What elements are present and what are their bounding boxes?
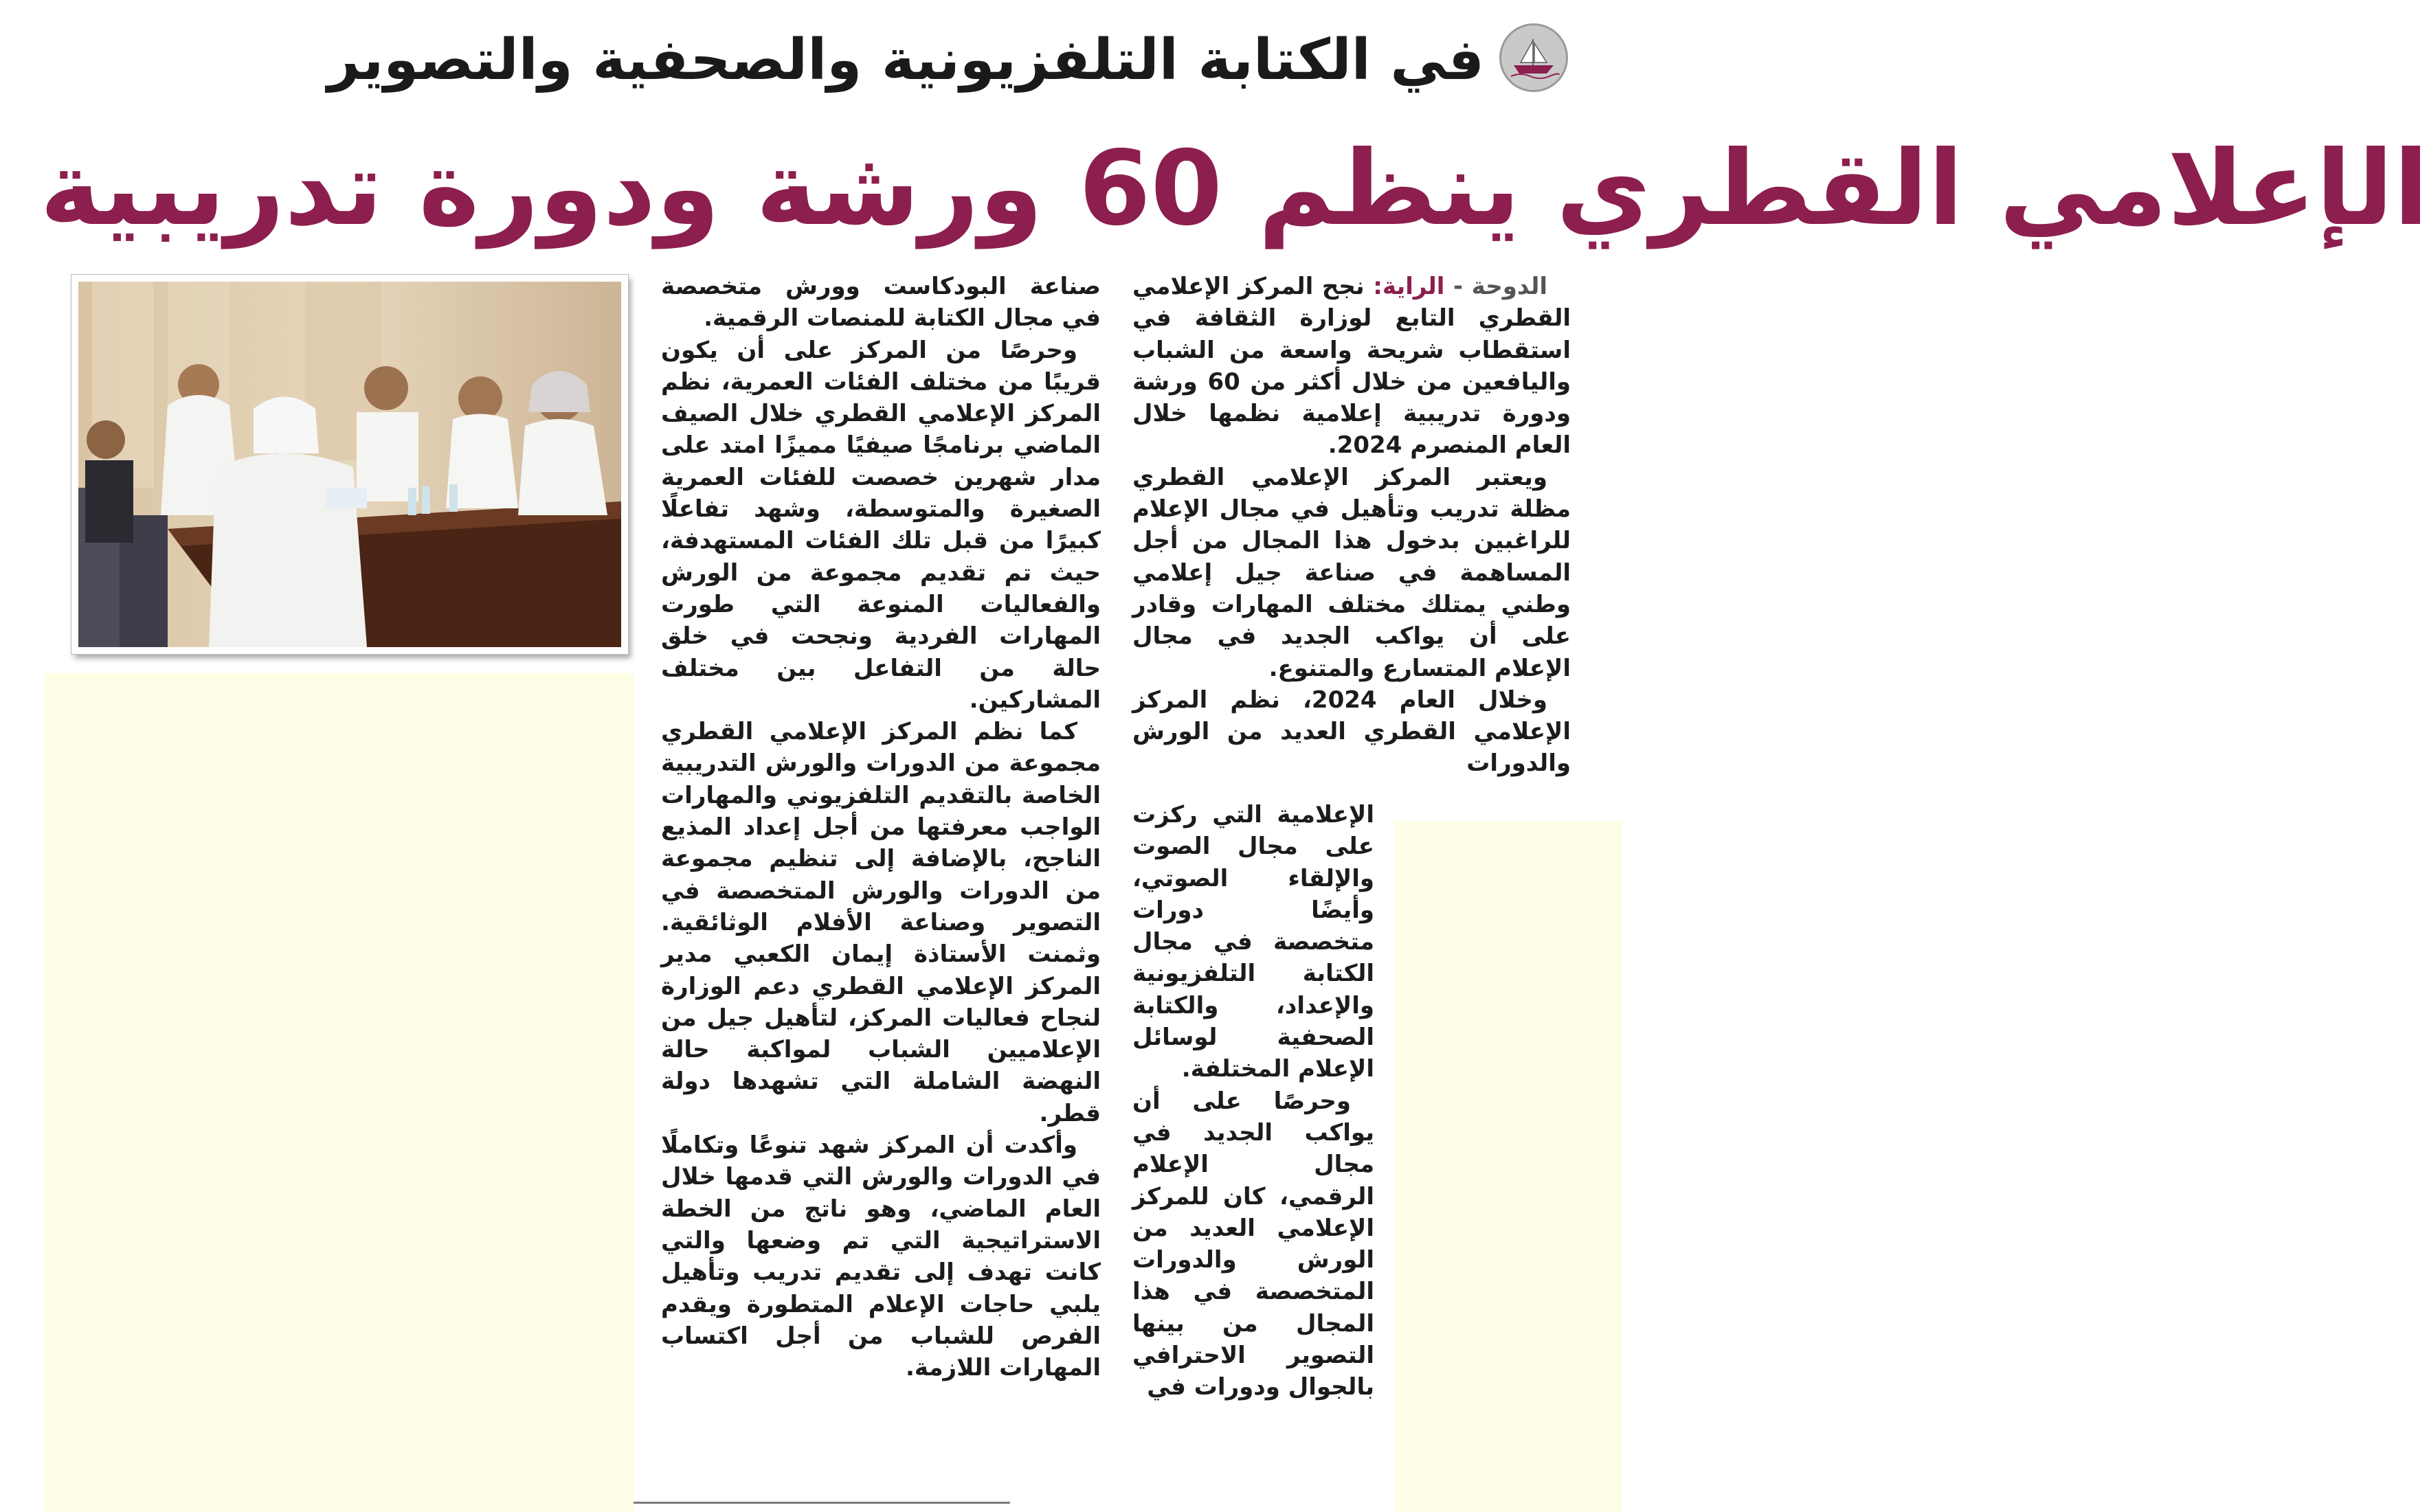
page-tint-left bbox=[44, 673, 634, 1512]
bottom-rule bbox=[634, 1502, 1010, 1504]
source-label: الراية: bbox=[1373, 273, 1445, 300]
article-column-middle bbox=[661, 271, 1101, 1384]
article-column-right-narrow bbox=[1132, 799, 1374, 1403]
paragraph: كما نظم المركز الإعلامي القطري مجموعة من الدورات والورش التدريبية الخاصة بالتقديم التلفزيوني والمهارات الواجب معرفتها من أجل إعداد المذيع الناجح، بالإضافة إلى تنظيم مجموعة من الدورات والورش المتخصصة في التصوير وصناعة الأفلام الوثائقية. وثمنت الأستاذة إيمان الكعبي مدير المركز الإعلامي القطري دعم الوزارة لنجاح فعاليات المركز، لتأهيل جيل من الإعلاميين الشباب لمواكبة حالة النهضة الشاملة التي تشهدها دولة قطر. bbox=[661, 718, 1101, 1127]
intro-body: نجح المركز الإعلامي القطري التابع لوزارة الثقافة في استقطاب شريحة واسعة من الشباب واليافعين من خلال أكثر من 60 ورشة ودورة تدريبية إعلامية نظمها خلال العام المنصرم 2024. bbox=[1132, 273, 1571, 460]
paragraph: وخلال العام 2024، نظم المركز الإعلامي القطري العديد من الورش والدورات bbox=[1132, 686, 1571, 778]
page-tint-right bbox=[1395, 821, 1622, 1512]
kicker-heading: في الكتابة التلفزيونية والصحفية والتصوير bbox=[327, 27, 1484, 93]
article-photo bbox=[71, 275, 628, 654]
dhow-ship-icon bbox=[1499, 23, 1568, 92]
paragraph: صناعة البودكاست وورش متخصصة في مجال الكتابة للمنصات الرقمية. bbox=[661, 273, 1101, 332]
dateline: الدوحة - bbox=[1444, 273, 1547, 300]
page-title: الإعلامي القطري ينظم 60 ورشة ودورة تدريبية bbox=[40, 129, 2429, 249]
paragraph: ويعتبر المركز الإعلامي القطري مظلة تدريب وتأهيل في مجال الإعلام للراغبين بدخول هذا المجال من أجل المساهمة في صناعة جيل إعلامي وطني يمتلك مختلف المهارات وقادر على أن يواكب الجديد في مجال الإعلام المتسارع والمتنوع. bbox=[1132, 463, 1571, 682]
article-column-right bbox=[1132, 271, 1571, 780]
paragraph: وحرصًا على أن يواكب الجديد في مجال الإعلام الرقمي، كان للمركز الإعلامي العديد من الورش والدورات المتخصصة في هذا المجال من بينها التصوير الاحترافي بالجوال ودورات في bbox=[1132, 1087, 1374, 1401]
paragraph: وحرصًا من المركز على أن يكون قريبًا من مختلف الفئات العمرية، نظم المركز الإعلامي القطري خلال الصيف الماضي برنامجًا صيفيًا مميزًا امتد على مدار شهرين خصصت للفئات العمرية الصغيرة والمتوسطة، وشهد تفاعلًا كبيرًا من قبل تلك الفئات المستهدفة، حيث تم تقديم مجموعة من الورش والفعاليات المنوعة التي طورت المهارات الفردية ونجحت في خلق حالة من التفاعل بين مختلف المشاركين. bbox=[661, 336, 1101, 714]
paragraph: الإعلامية التي ركزت على مجال الصوت والإلقاء الصوتي، وأيضًا دورات متخصصة في مجال الكتابة التلفزيونية والإعداد، والكتابة الصحفية لوسائل الإعلام المختلفة. bbox=[1132, 801, 1374, 1083]
paragraph-intro bbox=[1132, 271, 1571, 462]
paragraph: وأكدت أن المركز شهد تنوعًا وتكاملًا في الدورات والورش التي قدمها خلال العام الماضي، وهو ناتج من الخطة الاستراتيجية التي تم وضعها والتي كانت تهدف إلى تقديم تدريب وتأهيل يلبي حاجات الإعلام المتطورة ويقدم الفرص للشباب من أجل اكتساب المهارات اللازمة. bbox=[661, 1131, 1101, 1382]
